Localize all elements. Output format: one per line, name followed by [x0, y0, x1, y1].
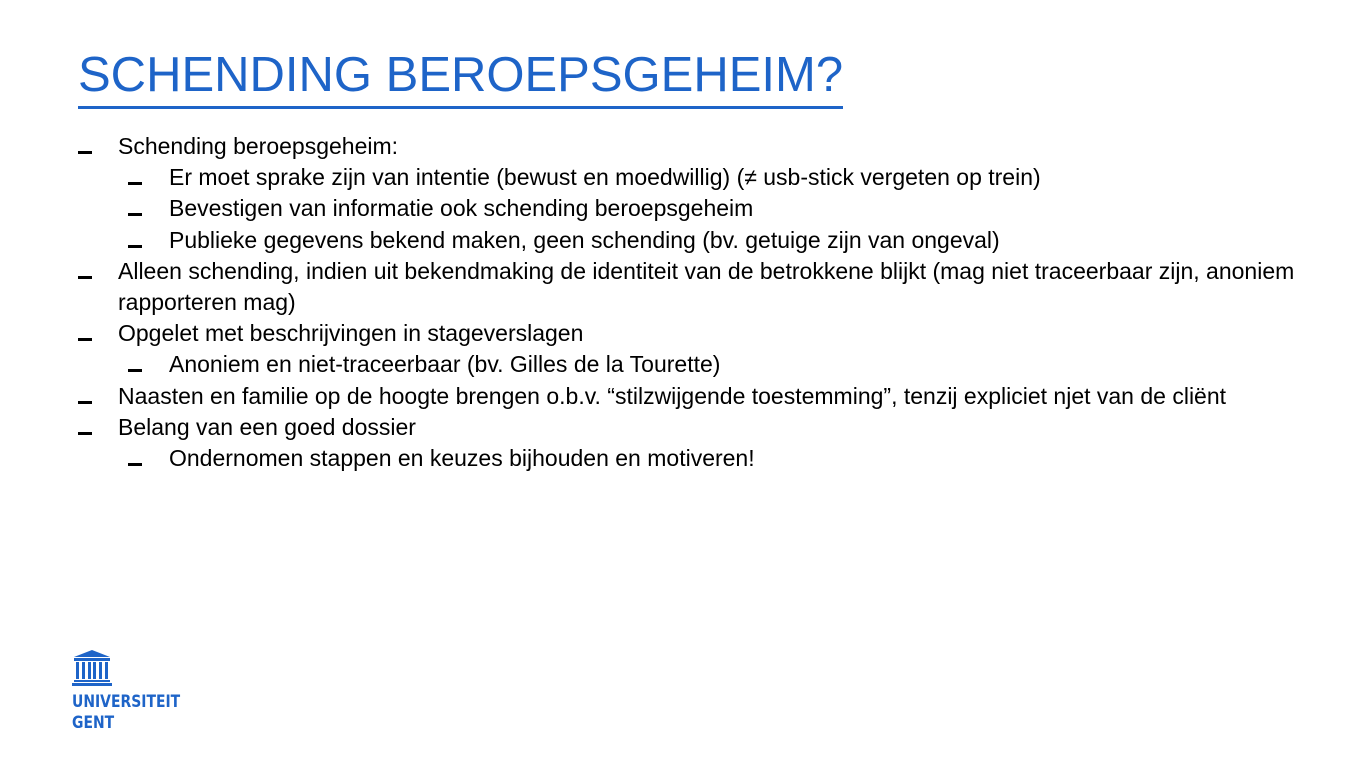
- bullet-item: [0, 412, 1300, 443]
- dash-bullet-icon: [128, 369, 142, 372]
- logo-text-line2: GENT: [72, 713, 115, 733]
- bullet-item: [0, 318, 1300, 349]
- dash-bullet-icon: [78, 401, 92, 404]
- university-building-icon: [72, 650, 112, 686]
- dash-bullet-icon: [78, 276, 92, 279]
- bullet-text: Opgelet met beschrijvingen in stageverslagen: [118, 320, 584, 347]
- logo-text-line1: UNIVERSITEIT: [72, 692, 181, 712]
- dash-bullet-icon: [78, 432, 92, 435]
- sub-bullet-item: [0, 443, 1300, 474]
- bullet-text: Publieke gegevens bekend maken, geen schending (bv. getuige zijn van ongeval): [169, 226, 1000, 253]
- bullet-text: Bevestigen van informatie ook schending beroepsgeheim: [169, 195, 754, 222]
- dash-bullet-icon: [78, 338, 92, 341]
- bullet-text: Alleen schending, indien uit bekendmaking de identiteit van de betrokkene blijkt (mag niet traceerbaar zijn, anoniem rapporteren mag): [118, 257, 1295, 316]
- university-logo: [72, 650, 184, 735]
- bullet-item: [0, 381, 1300, 412]
- bullet-text: Naasten en familie op de hoogte brengen o.b.v. “stilzwijgende toestemming”, tenzij expliciet njet van de cliënt: [118, 382, 1227, 409]
- bullet-text: Belang van een goed dossier: [118, 413, 416, 440]
- sub-bullet-item: [0, 225, 1300, 256]
- dash-bullet-icon: [78, 151, 92, 154]
- bullet-text: Anoniem en niet-traceerbaar (bv. Gilles de la Tourette): [169, 351, 721, 378]
- sub-bullet-item: [0, 193, 1300, 224]
- bullet-item: [0, 131, 1300, 162]
- dash-bullet-icon: [128, 245, 142, 248]
- bullet-item: [0, 256, 1300, 318]
- bullet-text: Schending beroepsgeheim:: [118, 133, 399, 159]
- bullet-list: [0, 131, 1300, 474]
- bullet-text: Ondernomen stappen en keuzes bijhouden en motiveren!: [169, 445, 755, 472]
- dash-bullet-icon: [128, 463, 142, 466]
- sub-bullet-item: [0, 162, 1300, 193]
- bullet-text: Er moet sprake zijn van intentie (bewust en moedwillig) (≠ usb-stick vergeten op trein): [169, 164, 1041, 191]
- dash-bullet-icon: [128, 182, 142, 185]
- dash-bullet-icon: [128, 213, 142, 216]
- sub-bullet-item: [0, 349, 1300, 380]
- slide-title: SCHENDING BEROEPSGEHEIM?: [78, 44, 843, 109]
